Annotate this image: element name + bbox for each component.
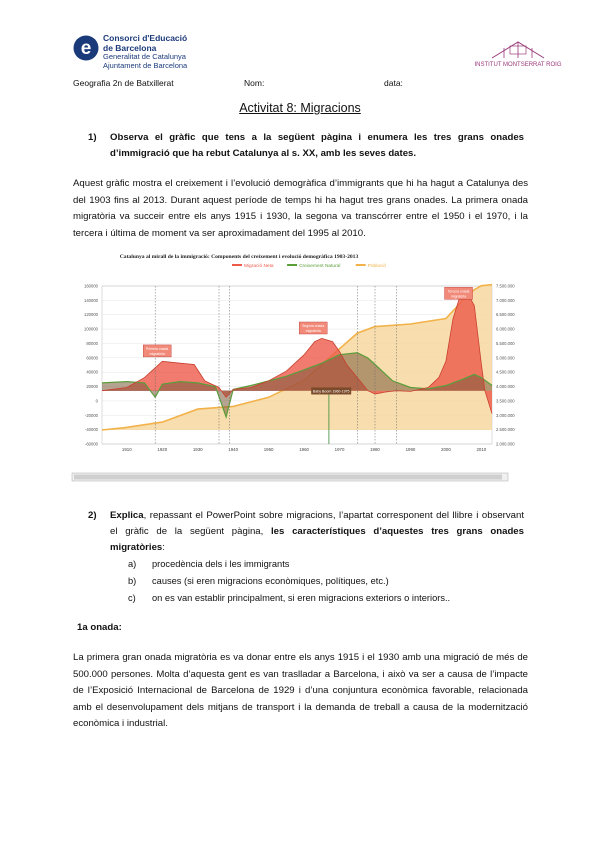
y-tick-label: -60000 — [84, 441, 98, 447]
name-label: Nom: — [244, 78, 265, 88]
list-item: a) procedència dels i les immigrants — [128, 559, 290, 569]
x-tick-label: 1940 — [228, 447, 239, 452]
y-tick-label: 140000 — [84, 297, 98, 303]
y-right-tick-label: 2.000.000 — [496, 441, 515, 447]
subject-label: Geografia 2n de Batxillerat — [73, 78, 174, 88]
annotation-label: Tercera onada — [447, 289, 470, 294]
y-right-tick-label: 2.500.000 — [496, 427, 515, 433]
y-right-tick-label: 6.000.000 — [496, 326, 515, 332]
date-label: data: — [384, 78, 403, 88]
immigration-chart — [64, 250, 516, 490]
x-tick-label: 2000 — [441, 447, 451, 452]
annotation-label: Baby Boom 1960-1975 — [312, 389, 350, 394]
legend-label: Creixement Natural — [299, 264, 341, 269]
answer-2-paragraph: La primera gran onada migratòria es va donar entre els anys 1915 i el 1930 amb una migració de més de 500.000 persones. Molta d’aquesta gent es van traslladar a Barcelona, i això va ser a causa de l’impacte de l’Exposició Internacional de Barcelona de 1929 i d’una conjuntura econòmica favorable, relacionada amb el desenvolupament dels mitjans de transport i la demanda de treball a causa de la modernització econòmica i industrial. — [73, 652, 528, 729]
y-tick-label: -40000 — [84, 427, 98, 433]
y-right-tick-label: 3.000.000 — [496, 412, 515, 418]
x-tick-label: 1970 — [334, 447, 345, 452]
y-right-tick-label: 5.500.000 — [496, 340, 515, 346]
annotation-label: Primera onada — [146, 346, 169, 351]
answer-1-paragraph: Aquest gràfic mostra el creixement i l’evolució demogràfica d’immigrants que hi ha hagut a Catalunya des del 1903 fins al 2013. Durant aquest període de temps hi ha hagut tres grans onades. La primera onada migratòria va succeir entre els anys 1915 i 1930, la segona va transcórrer entre el 1950 i el 1970, i la tercera i última de moment va ser aproximadament del 1995 al 2010. — [73, 178, 528, 239]
y-right-tick-label: 4.000.000 — [496, 384, 515, 390]
chart-title: Catalunya al mirall de la immigració: Components del creixement i evolució demogràfica 1903-2013 — [119, 254, 359, 260]
svg-text:e: e — [80, 38, 92, 59]
y-tick-label: 120000 — [84, 312, 98, 318]
legend-label: Població — [367, 264, 387, 269]
y-tick-label: -20000 — [84, 412, 98, 418]
list-item: b) causes (si eren migracions econòmiques, polítiques, etc.) — [128, 576, 389, 586]
list-item: c) on es van establir principalment, si eren migracions exteriors o interiors.. — [128, 593, 451, 603]
annotation-label: Segona onada — [302, 324, 325, 328]
annotation-label: migratòria — [451, 294, 467, 299]
y-tick-label: 0 — [95, 398, 98, 404]
x-tick-label: 1910 — [121, 447, 132, 452]
x-tick-label: 1930 — [192, 447, 203, 452]
x-tick-label: 1950 — [263, 447, 274, 452]
y-right-tick-label: 3.500.000 — [496, 398, 515, 404]
section-title-first-wave: 1a onada: — [77, 622, 122, 633]
x-tick-label: 1960 — [299, 447, 309, 452]
annotation-label: migratòria — [149, 351, 165, 356]
question-1: 1) Observa el gràfic que tens a la següent pàgina i enumera les tres grans onades d’immigració que ha rebut Catalunya al s. XX, amb les seves dates. — [88, 132, 524, 159]
x-tick-label: 1990 — [405, 447, 416, 452]
y-tick-label: 100000 — [84, 326, 98, 332]
x-tick-label: 2010 — [476, 447, 487, 452]
y-right-tick-label: 6.500.000 — [496, 312, 515, 318]
x-tick-label: 1980 — [370, 447, 380, 452]
y-right-tick-label: 7.500.000 — [496, 283, 515, 289]
institut-logo-icon — [470, 36, 566, 70]
page-title: Activitat 8: Migracions — [239, 101, 361, 115]
consorci-logo-text: Consorci d'Educació de Barcelona Generalitat de Catalunya Ajuntament de Barcelona — [103, 33, 188, 70]
svg-text:INSTITUT MONTSERRAT ROIG: INSTITUT MONTSERRAT ROIG — [474, 62, 562, 68]
chart-scrollbar-thumb — [74, 475, 502, 480]
y-tick-label: 40000 — [86, 369, 98, 375]
consorci-logo-icon — [73, 33, 99, 63]
annotation-label: migratòria — [305, 329, 321, 333]
y-right-tick-label: 4.500.000 — [496, 369, 515, 375]
question-2: 2) Explica, repassant el PowerPoint sobre migracions, l’apartat corresponent del llibre i observant el gràfic de la següent pàgina, les característiques d’aquestes tres grans onades migratòries: — [88, 510, 524, 553]
y-tick-label: 160000 — [84, 283, 98, 289]
y-tick-label: 80000 — [86, 340, 98, 346]
legend-label: Migració Neta — [244, 264, 274, 269]
y-right-tick-label: 5.000.000 — [496, 355, 515, 361]
y-tick-label: 20000 — [86, 384, 98, 390]
y-right-tick-label: 7.000.000 — [496, 297, 515, 303]
x-tick-label: 1920 — [157, 447, 168, 452]
y-tick-label: 60000 — [86, 355, 98, 361]
